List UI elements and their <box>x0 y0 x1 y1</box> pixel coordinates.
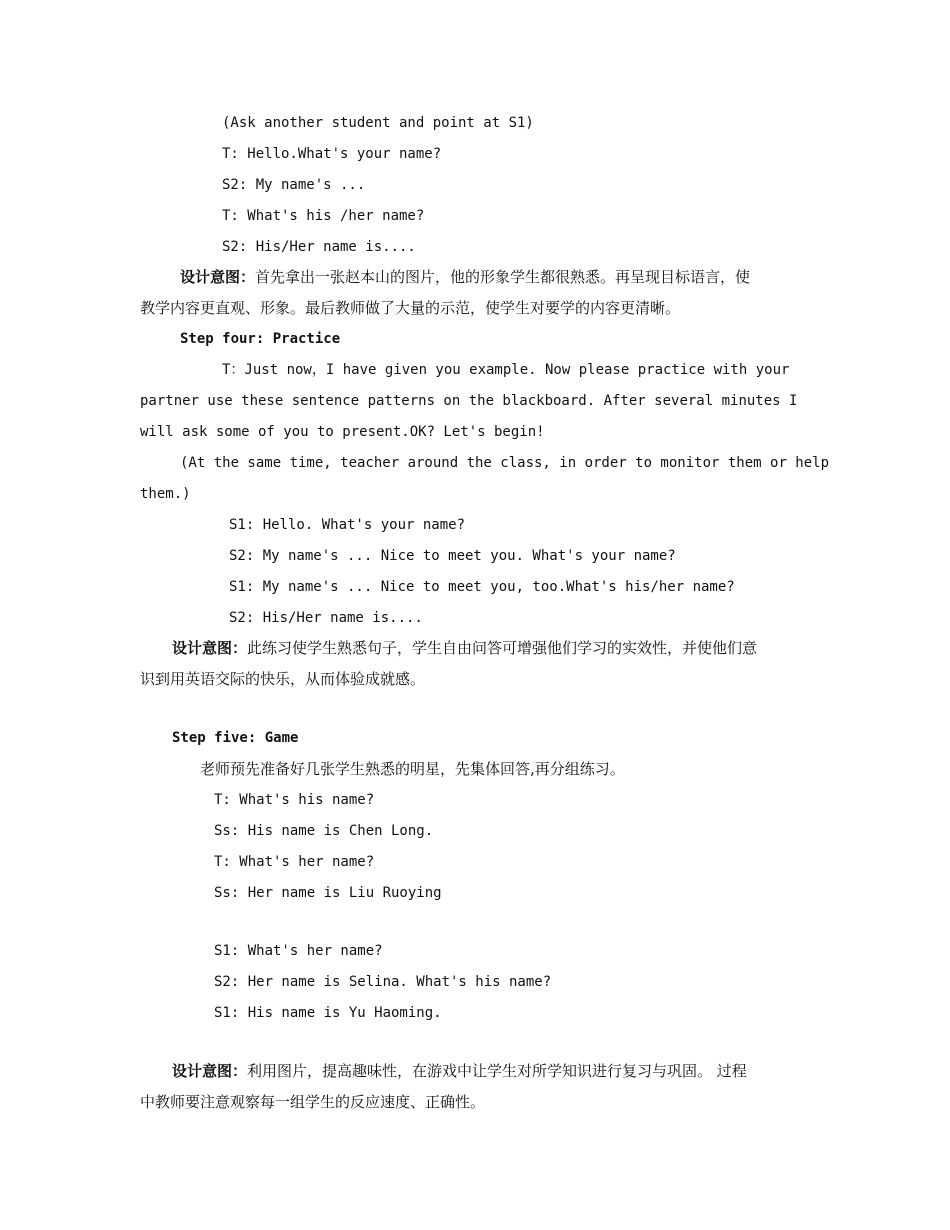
design-intent-label: 设计意图： <box>172 639 248 657</box>
dialogue-line: T: What's her name? <box>214 854 375 870</box>
design-intent-text: 首先拿出一张赵本山的图片，他的形象学生都很熟悉。再呈现目标语言，使 <box>255 268 751 286</box>
dialogue-line: S1: What's her name? <box>214 943 383 959</box>
dialogue-line: S1: His name is Yu Haoming. <box>214 1005 442 1021</box>
design-intent-label: 设计意图： <box>180 268 256 286</box>
design-intent-label: 设计意图： <box>172 1062 248 1080</box>
dialogue-line: S2: My name's ... <box>222 177 366 193</box>
design-intent-text: 中教师要注意观察每一组学生的反应速度、正确性。 <box>140 1093 486 1111</box>
design-intent-2 <box>172 639 757 657</box>
design-intent-text: 利用图片，提高趣味性，在游戏中让学生对所学知识进行复习与巩固。 过程 <box>247 1062 747 1080</box>
dialogue-line: S2: Her name is Selina. What's his name? <box>214 974 552 990</box>
dialogue-line: Ss: His name is Chen Long. <box>214 823 434 839</box>
design-intent-1 <box>180 268 750 286</box>
dialogue-line: S2: His/Her name is.... <box>222 239 416 255</box>
design-intent-text: 教学内容更直观、形象。最后教师做了大量的示范，使学生对要学的内容更清晰。 <box>140 299 681 317</box>
dialogue-line: T: Hello.What's your name? <box>222 146 442 162</box>
design-intent-text: 此练习使学生熟悉句子，学生自由问答可增强他们学习的实效性，并使他们意 <box>247 639 758 657</box>
instruction-line: will ask some of you to present.OK? Let's begin! <box>140 424 545 440</box>
design-intent-text: 识到用英语交际的快乐，从而体验成就感。 <box>140 670 426 688</box>
design-intent-3 <box>172 1062 747 1080</box>
step-four-heading: Step four: Practice <box>180 331 341 347</box>
dialogue-line: S1: My name's ... Nice to meet you, too.What's his/her name? <box>229 579 735 595</box>
dialogue-line: T: What's his /her name? <box>222 208 425 224</box>
ask-note: (Ask another student and point at S1) <box>222 115 534 131</box>
game-intro: 老师预先准备好几张学生熟悉的明星，先集体回答,再分组练习。 <box>200 760 625 778</box>
dialogue-line: S2: His/Her name is.... <box>229 610 423 626</box>
dialogue-line: S2: My name's ... Nice to meet you. What's your name? <box>229 548 676 564</box>
dialogue-line: S1: Hello. What's your name? <box>229 517 466 533</box>
teacher-note: them.) <box>140 486 191 502</box>
step-five-heading: Step five: Game <box>172 730 299 746</box>
instruction-line: T：Just now，I have given you example. Now please practice with your <box>222 362 790 378</box>
teacher-note: (At the same time, teacher around the class, in order to monitor them or help <box>180 455 830 471</box>
dialogue-line: Ss: Her name is Liu Ruoying <box>214 885 442 901</box>
instruction-line: partner use these sentence patterns on the blackboard. After several minutes I <box>140 393 798 409</box>
dialogue-line: T: What's his name? <box>214 792 375 808</box>
